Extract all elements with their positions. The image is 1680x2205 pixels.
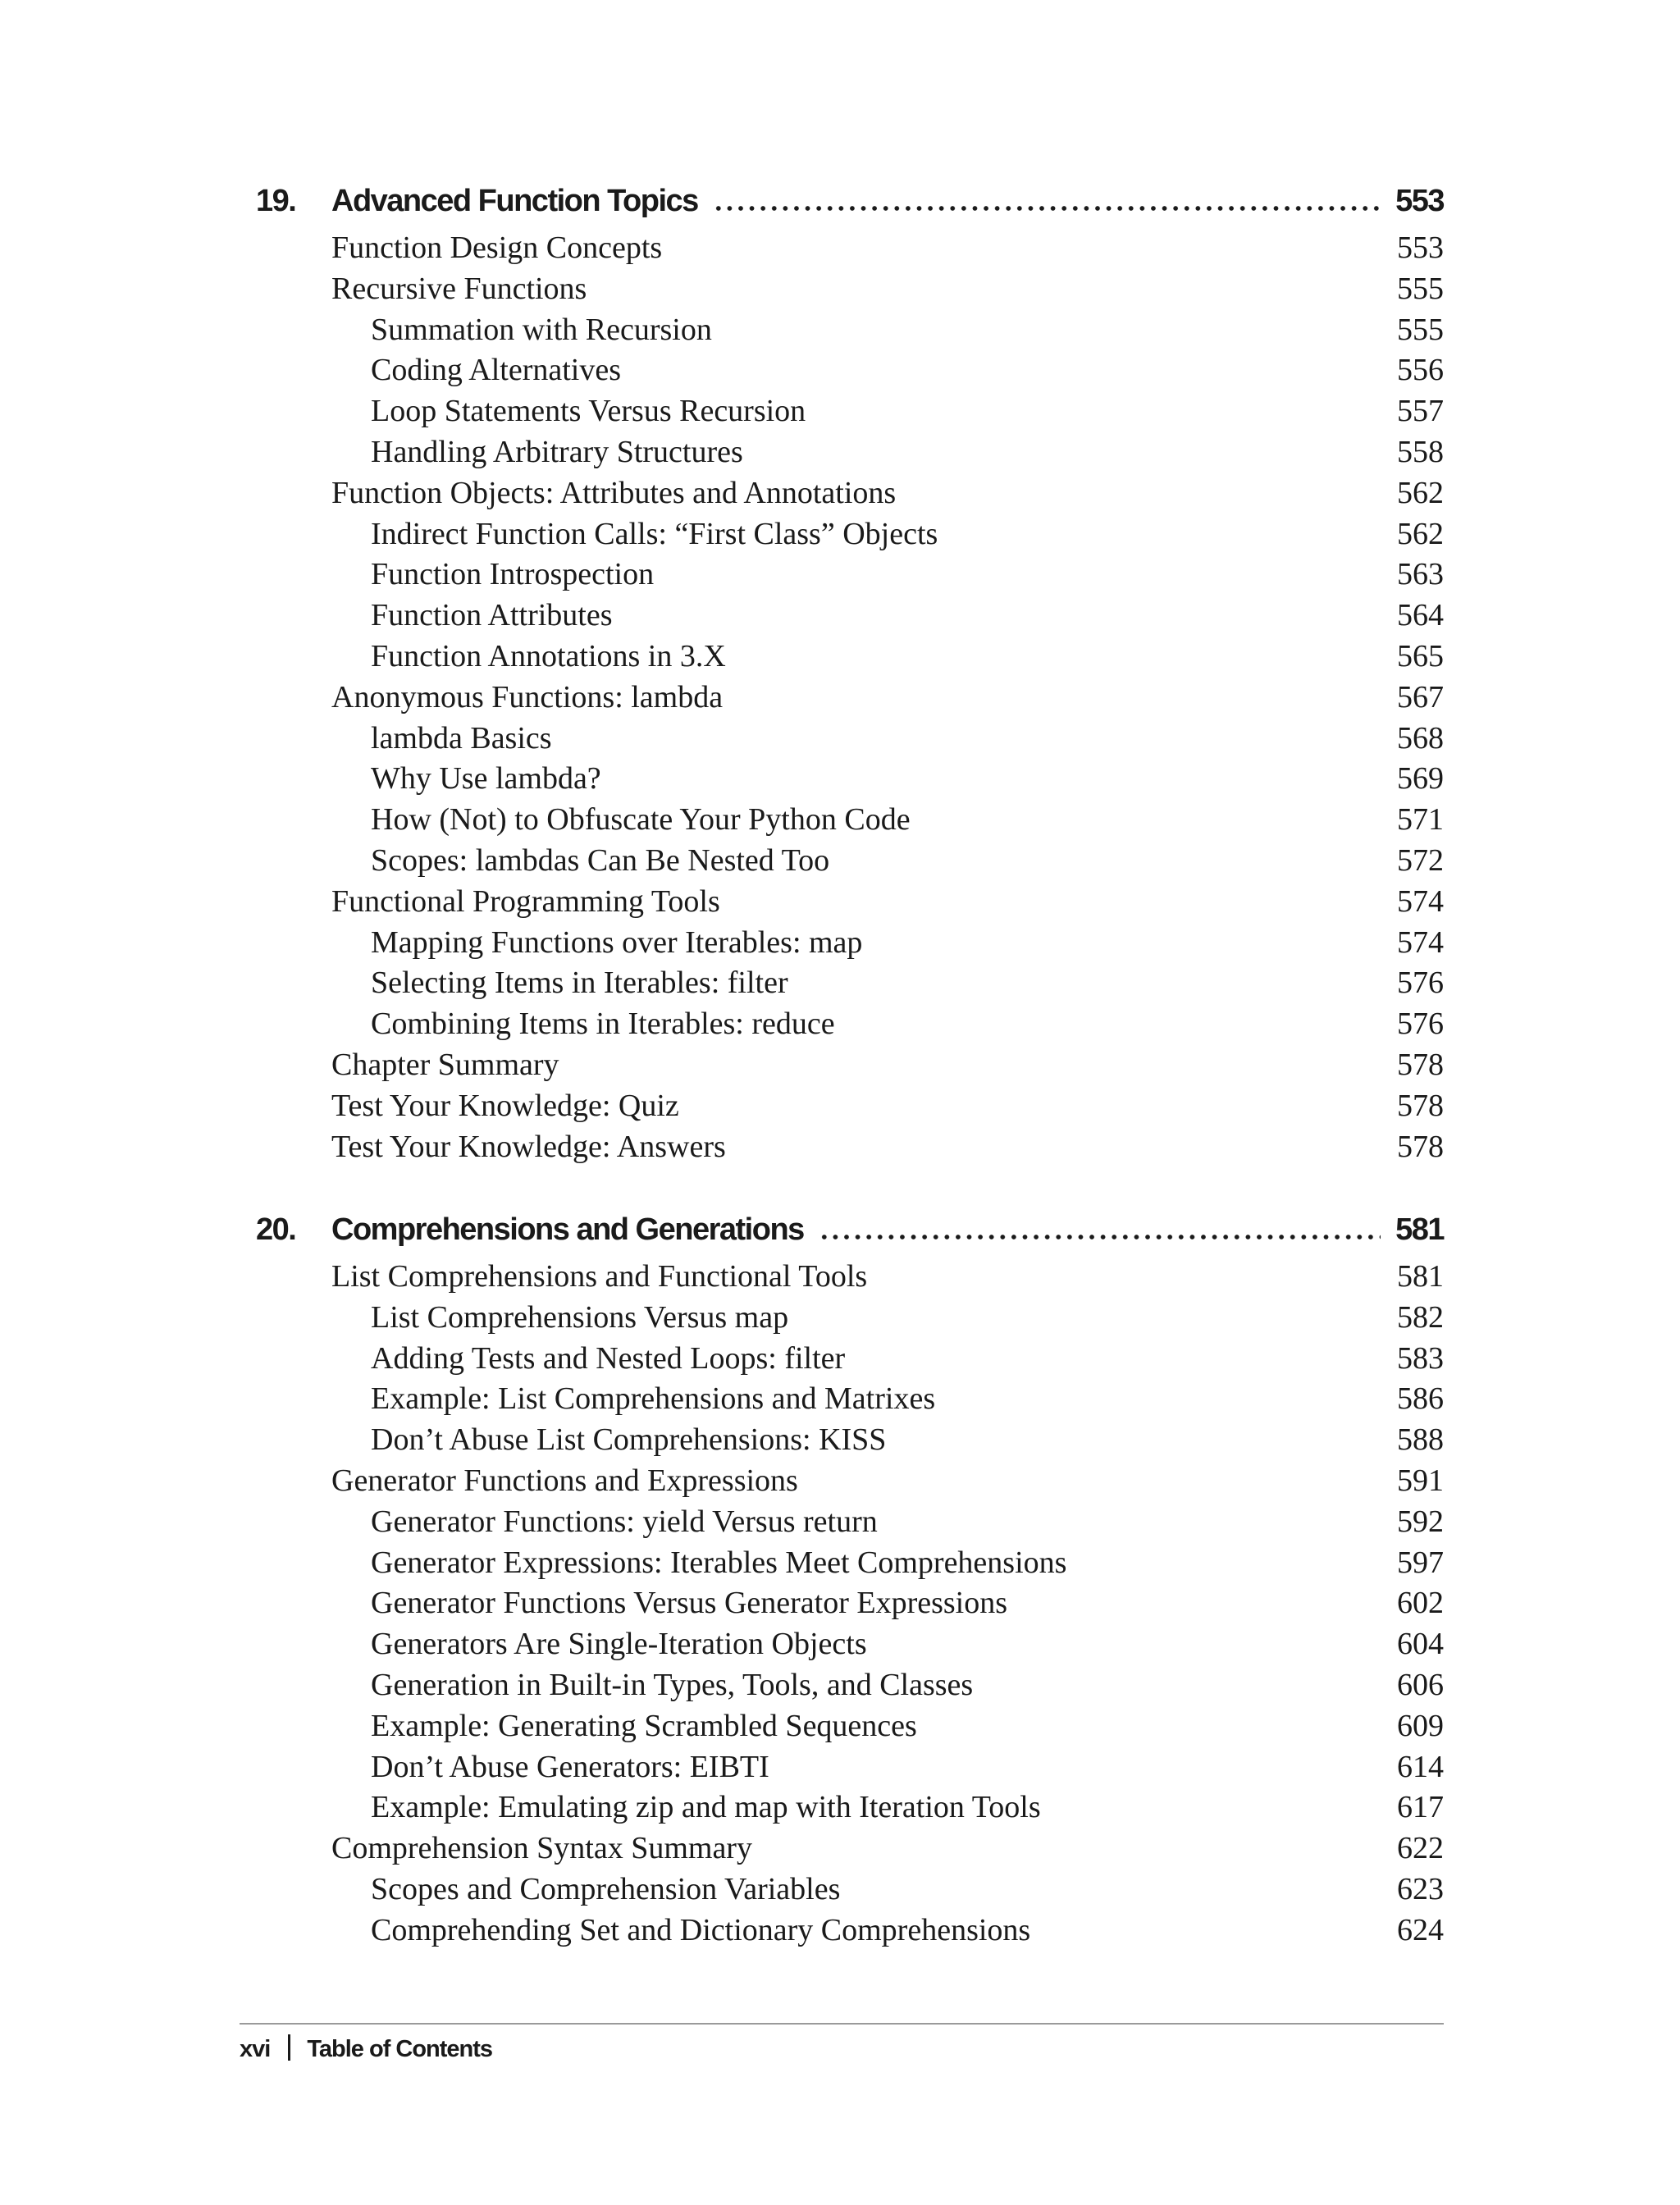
toc-entry[interactable]	[246, 1461, 1444, 1502]
toc-entry-page-number: 578	[1397, 1088, 1444, 1123]
toc-entry-page-number: 624	[1397, 1912, 1444, 1947]
toc-entry[interactable]	[246, 1624, 1444, 1665]
toc-entry-page-number: 576	[1397, 966, 1444, 1001]
toc-entry[interactable]	[246, 800, 1444, 841]
toc-entry[interactable]	[246, 1706, 1444, 1747]
toc-entry-title: Coding Alternatives	[371, 353, 622, 388]
chapter-title: Advanced Function Topics	[331, 184, 698, 218]
toc-entry-title: Example: List Comprehensions and Matrixes	[371, 1381, 936, 1417]
toc-entry-title: Comprehension Syntax Summary	[331, 1831, 752, 1866]
toc-entry-page-number: 586	[1397, 1381, 1444, 1417]
toc-entry-page-number: 576	[1397, 1007, 1444, 1042]
footer-separator	[288, 2034, 290, 2061]
toc-entry-title: Scopes and Comprehension Variables	[371, 1871, 841, 1906]
toc-entry-title: Generator Functions Versus Generator Expressions	[371, 1586, 1008, 1621]
toc-entry-title: Adding Tests and Nested Loops: filter	[371, 1340, 846, 1376]
chapter-number: 20.	[256, 1212, 296, 1247]
toc-entry-page-number: 614	[1397, 1749, 1444, 1784]
chapter-20-entries	[246, 1257, 1444, 1952]
chapter-19-entries	[246, 228, 1444, 1167]
toc-entry-page-number: 588	[1397, 1422, 1444, 1458]
toc-entry-page-number: 567	[1397, 679, 1444, 714]
toc-entry-page-number: 622	[1397, 1831, 1444, 1866]
toc-entry-page-number: 617	[1397, 1790, 1444, 1825]
toc-entry-title: Selecting Items in Iterables: filter	[371, 966, 788, 1001]
toc-entry-title: Function Design Concepts	[331, 231, 663, 265]
toc-entry-title: Function Attributes	[371, 598, 613, 633]
toc-entry-page-number: 572	[1397, 842, 1444, 878]
toc-entry[interactable]	[246, 882, 1444, 923]
toc-entry-title: Chapter Summary	[331, 1047, 559, 1082]
toc-entry-page-number: 562	[1397, 475, 1444, 510]
toc-entry-page-number: 592	[1397, 1504, 1444, 1539]
toc-entry-page-number: 553	[1397, 231, 1444, 265]
chapter-heading[interactable]	[246, 180, 1444, 228]
toc-entry[interactable]	[246, 1298, 1444, 1339]
toc-entry[interactable]	[246, 1665, 1444, 1706]
toc-entry[interactable]	[246, 1257, 1444, 1298]
toc-entry-page-number: 574	[1397, 883, 1444, 919]
toc-entry-page-number: 562	[1397, 516, 1444, 551]
toc-entry-page-number: 578	[1397, 1047, 1444, 1082]
toc-entry-page-number: 623	[1397, 1871, 1444, 1906]
toc-entry[interactable]	[246, 1127, 1444, 1168]
toc-entry-title: Handling Arbitrary Structures	[371, 434, 743, 469]
toc-entry[interactable]	[246, 1502, 1444, 1543]
toc-entry-title: Generator Expressions: Iterables Meet Comprehensions	[371, 1545, 1067, 1580]
toc-entry-title: Function Objects: Attributes and Annotations	[331, 475, 897, 510]
toc-entry[interactable]	[246, 1045, 1444, 1086]
toc-entry[interactable]	[246, 269, 1444, 310]
toc-entry-page-number: 582	[1397, 1299, 1444, 1335]
toc-entry[interactable]	[246, 719, 1444, 760]
toc-entry-title: Mapping Functions over Iterables: map	[371, 924, 863, 960]
chapter-page-number: 553	[1395, 184, 1444, 218]
toc-entry-page-number: 555	[1397, 271, 1444, 306]
toc-entry-page-number: 597	[1397, 1545, 1444, 1580]
toc-entry[interactable]	[246, 596, 1444, 637]
toc-entry-title: Scopes: lambdas Can Be Nested Too	[371, 842, 830, 878]
toc-entry-title: List Comprehensions Versus map	[371, 1299, 789, 1335]
toc-entry[interactable]	[246, 432, 1444, 473]
toc-entry[interactable]	[246, 1583, 1444, 1624]
chapter-number: 19.	[256, 184, 296, 218]
toc-entry-title: Don’t Abuse List Comprehensions: KISS	[371, 1422, 887, 1458]
toc-entry[interactable]	[246, 637, 1444, 678]
footer-page-number: xvi	[240, 2036, 271, 2062]
toc-entry[interactable]	[246, 391, 1444, 432]
toc-entry[interactable]	[246, 555, 1444, 596]
chapter-title: Comprehensions and Generations	[331, 1212, 804, 1247]
toc-entry[interactable]	[246, 678, 1444, 719]
toc-entry-title: lambda Basics	[371, 720, 552, 756]
footer-section-title: Table of Contents	[307, 2036, 493, 2062]
toc-entry-page-number: 602	[1397, 1586, 1444, 1621]
toc-entry-title: Example: Generating Scrambled Sequences	[371, 1708, 917, 1743]
toc-entry[interactable]	[246, 963, 1444, 1004]
toc-entry-page-number: 583	[1397, 1340, 1444, 1376]
toc-entry-title: Test Your Knowledge: Answers	[331, 1129, 726, 1164]
toc-entry-page-number: 568	[1397, 720, 1444, 756]
footer-rule	[240, 2023, 1444, 2025]
toc-entry-title: Generators Are Single-Iteration Objects	[371, 1627, 867, 1662]
toc-entry-title: Summation with Recursion	[371, 312, 712, 347]
toc-entry-page-number: 556	[1397, 353, 1444, 388]
toc-entry-title: Loop Statements Versus Recursion	[371, 394, 806, 429]
toc-entry[interactable]	[246, 473, 1444, 514]
toc-entry-title: Combining Items in Iterables: reduce	[371, 1007, 835, 1042]
toc-entry[interactable]	[246, 514, 1444, 555]
toc-entry[interactable]	[246, 1828, 1444, 1869]
toc-entry-title: Test Your Knowledge: Quiz	[331, 1088, 679, 1123]
toc-entry-title: Don’t Abuse Generators: EIBTI	[371, 1749, 769, 1784]
toc-entry-page-number: 571	[1397, 802, 1444, 838]
toc-entry[interactable]	[246, 1379, 1444, 1420]
toc-entry-page-number: 609	[1397, 1708, 1444, 1743]
toc-entry-page-number: 565	[1397, 638, 1444, 673]
toc-entry[interactable]	[246, 1869, 1444, 1911]
toc-entry[interactable]	[246, 1420, 1444, 1461]
chapter-heading[interactable]	[246, 1209, 1444, 1257]
toc-entry-title: Functional Programming Tools	[331, 883, 720, 919]
toc-entry-title: How (Not) to Obfuscate Your Python Code	[371, 802, 911, 838]
toc-entry[interactable]	[246, 923, 1444, 964]
toc-entry-title: Example: Emulating zip and map with Iteration Tools	[371, 1790, 1041, 1825]
toc-entry[interactable]	[246, 841, 1444, 882]
toc-entry-page-number: 606	[1397, 1667, 1444, 1702]
toc-entry-title: List Comprehensions and Functional Tools	[331, 1259, 868, 1294]
toc-entry-page-number: 557	[1397, 394, 1444, 429]
toc-entry[interactable]	[246, 350, 1444, 391]
toc-entry-page-number: 555	[1397, 312, 1444, 347]
toc-entry-page-number: 569	[1397, 761, 1444, 797]
toc-entry-page-number: 578	[1397, 1129, 1444, 1164]
toc-entry[interactable]	[246, 1086, 1444, 1127]
chapter-page-number: 581	[1395, 1212, 1444, 1247]
dot-leader	[819, 1233, 1381, 1241]
toc-entry[interactable]	[246, 1747, 1444, 1788]
toc-entry[interactable]	[246, 228, 1444, 269]
chapter-19	[246, 180, 1444, 1167]
toc-entry[interactable]	[246, 1004, 1444, 1045]
toc-entry-page-number: 581	[1397, 1259, 1444, 1294]
toc-entry-page-number: 591	[1397, 1463, 1444, 1498]
toc-entry-page-number: 564	[1397, 598, 1444, 633]
toc-entry-title: Function Annotations in 3.X	[371, 638, 726, 673]
toc-entry-title: Anonymous Functions: lambda	[331, 679, 724, 714]
toc-entry-page-number: 574	[1397, 924, 1444, 960]
toc-entry[interactable]	[246, 1339, 1444, 1380]
toc-entry-title: Generator Functions: yield Versus return	[371, 1504, 878, 1539]
toc-entry-title: Indirect Function Calls: “First Class” Objects	[371, 516, 938, 551]
toc-entry[interactable]	[246, 1911, 1444, 1952]
toc-entry-page-number: 563	[1397, 557, 1444, 592]
toc-entry-title: Function Introspection	[371, 557, 655, 592]
toc-entry-title: Generator Functions and Expressions	[331, 1463, 798, 1498]
toc-entry[interactable]	[246, 310, 1444, 351]
toc-entry[interactable]	[246, 1787, 1444, 1828]
page-footer	[240, 2034, 492, 2063]
toc-entry-title: Recursive Functions	[331, 271, 587, 306]
toc-entry-title: Why Use lambda?	[371, 761, 601, 797]
toc-entry-title: Comprehending Set and Dictionary Comprehensions	[371, 1912, 1031, 1947]
toc-entry-title: Generation in Built-in Types, Tools, and Classes	[371, 1667, 974, 1702]
dot-leader	[713, 204, 1381, 212]
toc-entry[interactable]	[246, 759, 1444, 800]
chapter-20	[246, 1209, 1444, 1952]
toc-entry-page-number: 604	[1397, 1627, 1444, 1662]
toc-entry[interactable]	[246, 1543, 1444, 1584]
toc-entry-page-number: 558	[1397, 434, 1444, 469]
